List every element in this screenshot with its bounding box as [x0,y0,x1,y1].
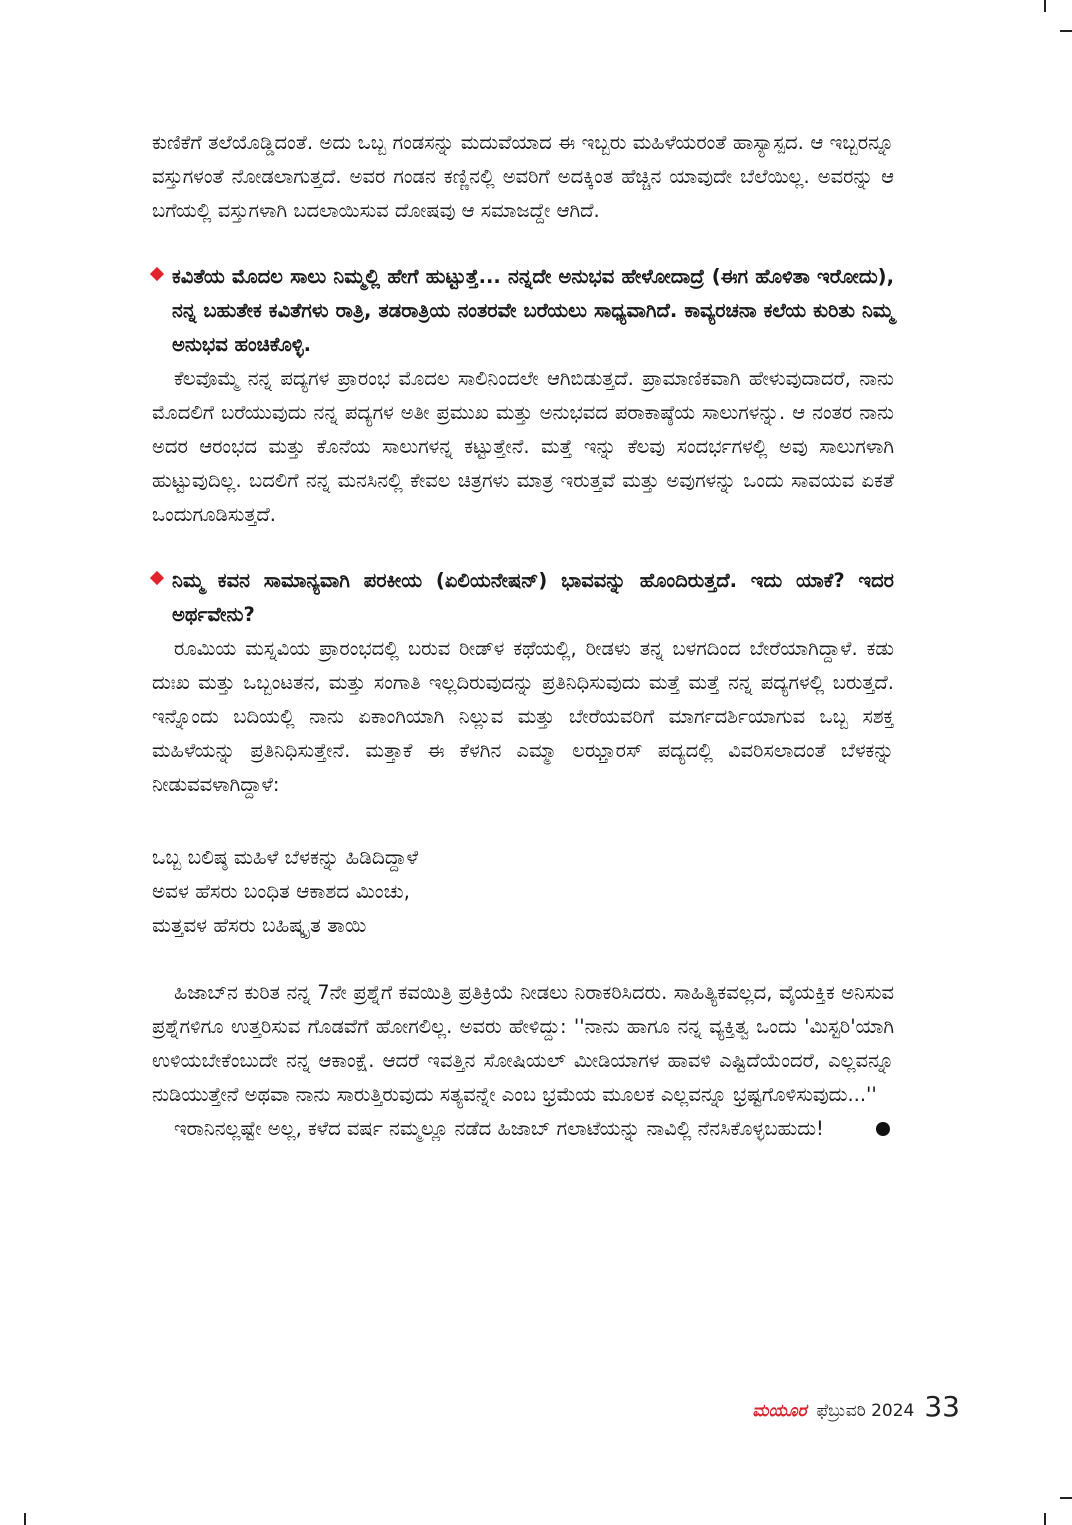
closing-row [152,1112,894,1146]
red-diamond-bullet-icon [150,267,164,281]
poem-verse [152,840,894,942]
crop-mark [1060,1497,1072,1499]
crop-mark [1044,1513,1046,1525]
hijab-paragraph: ಹಿಜಾಬ್‌ನ ಕುರಿತ ನನ್ನ 7ನೇ ಪ್ರಶ್ನೆಗೆ ಕವಯಿತ್ರಿ ಪ್ರತಿಕ್ರಿಯೆ ನೀಡಲು ನಿರಾಕರಿಸಿದರು. ಸಾಹಿತ್ಯಿಕವಲ್ಲದ, ವೈಯಕ್ತಿಕ ಅನಿಸುವ ಪ್ರಶ್ನೆಗಳಿಗೂ ಉತ್ತರಿಸುವ ಗೊಡವೆಗೆ ಹೋಗಲಿಲ್ಲ. ಅವರು ಹೇಳಿದ್ದು: ''ನಾನು ಹಾಗೂ ನನ್ನ ವ್ಯಕ್ತಿತ್ವ ಒಂದು 'ಮಿಸ್ಟರಿ'ಯಾಗಿ ಉಳಿಯಬೇಕೆಂಬುದೇ ನನ್ನ ಆಕಾಂಕ್ಷೆ. ಆದರೆ ಇವತ್ತಿನ ಸೋಷಿಯಲ್ ಮೀಡಿಯಾಗಳ ಹಾವಳಿ ಎಷ್ಟಿದೆಯೆಂದರೆ, ಎಲ್ಲವನ್ನೂ ನುಡಿಯುತ್ತೇನೆ ಅಥವಾ ನಾನು ಸಾರುತ್ತಿರುವುದು ಸತ್ಯವನ್ನೇ ಎಂಬ ಭ್ರಮೆಯ ಮೂಲಕ ಎಲ್ಲವನ್ನೂ ಭ್ರಷ್ಟಗೊಳಿಸುವುದು...'' [152,981,894,1106]
answer-paragraph: ಕೆಲವೊಮ್ಮೆ ನನ್ನ ಪದ್ಯಗಳ ಪ್ರಾರಂಭ ಮೊದಲ ಸಾಲಿನಿಂದಲೇ ಆಗಿಬಿಡುತ್ತದೆ. ಪ್ರಾಮಾಣಿಕವಾಗಿ ಹೇಳುವುದಾದರೆ, ನಾನು ಮೊದಲಿಗೆ ಬರೆಯುವುದು ನನ್ನ ಪದ್ಯಗಳ ಅತೀ ಪ್ರಮುಖ ಮತ್ತು ಅನುಭವದ ಪರಾಕಾಷ್ಠೆಯ ಸಾಲುಗಳನ್ನು. ಆ ನಂತರ ನಾನು ಅದರ ಆರಂಭದ ಮತ್ತು ಕೊನೆಯ ಸಾಲುಗಳನ್ನ ಕಟ್ಟುತ್ತೇನೆ. ಮತ್ತೆ ಇನ್ನು ಕೆಲವು ಸಂದರ್ಭಗಳಲ್ಲಿ ಅವು ಸಾಲುಗಳಾಗಿ ಹುಟ್ಟುವುದಿಲ್ಲ. ಬದಲಿಗೆ ನನ್ನ ಮನಸಿನಲ್ಲಿ ಕೇವಲ ಚಿತ್ರಗಳು ಮಾತ್ರ ಇರುತ್ತವೆ ಮತ್ತು ಅವುಗಳನ್ನು ಒಂದು ಸಾವಯವ ಏಕತೆ ಒಂದುಗೂಡಿಸುತ್ತದೆ. [152,367,894,526]
crop-mark [1060,30,1072,32]
question-alienation [152,564,894,632]
page-number: 33 [924,1390,960,1423]
crop-mark [1044,0,1046,12]
end-of-article-icon [876,1122,890,1136]
crop-mark [24,1513,26,1525]
intro-paragraph: ಕುಣಿಕೆಗೆ ತಲೆಯೊಡ್ಡಿದಂತೆ. ಅದು ಒಬ್ಬ ಗಂಡಸನ್ನು ಮದುವೆಯಾದ ಈ ಇಬ್ಬರು ಮಹಿಳೆಯರಂತೆ ಹಾಸ್ಯಾಸ್ಪದ. ಆ ಇಬ್ಬರನ್ನೂ ವಸ್ತುಗಳಂತೆ ನೋಡಲಾಗುತ್ತದೆ. ಅವರ ಗಂಡನ ಕಣ್ಣಿನಲ್ಲಿ ಅವರಿಗೆ ಅದಕ್ಕಿಂತ ಹೆಚ್ಚಿನ ಯಾವುದೇ ಬೆಲೆಯಿಲ್ಲ. ಅವರನ್ನು ಆ ಬಗೆಯಲ್ಲಿ ವಸ್ತುಗಳಾಗಿ ಬದಲಾಯಿಸುವ ದೋಷವು ಆ ಸಮಾಜದ್ದೇ ಆಗಿದೆ. [152,131,894,222]
closing-paragraph: ಇರಾನಿನಲ್ಲಷ್ಟೇ ಅಲ್ಲ, ಕಳೆದ ವರ್ಷ ನಮ್ಮಲ್ಲೂ ನಡೆದ ಹಿಜಾಬ್ ಗಲಾಟೆಯನ್ನು ನಾವಿಲ್ಲಿ ನೆನಸಿಕೊಳ್ಳಬಹುದು! [174,1117,824,1140]
question-text: ನಿಮ್ಮ ಕವನ ಸಾಮಾನ್ಯವಾಗಿ ಪರಕೀಯ (ಏಲಿಯನೇಷನ್) ಭಾವವನ್ನು ಹೊಂದಿರುತ್ತದೆ. ಇದು ಯಾಕೆ? ಇದರ ಅರ್ಥವೇನು? [172,569,894,626]
verse-line: ಒಬ್ಬ ಬಲಿಷ್ಠ ಮಹಿಳೆ ಬೆಳಕನ್ನು ಹಿಡಿದಿದ್ದಾಳೆ [152,845,419,869]
page-footer [752,1390,960,1423]
red-diamond-bullet-icon [150,571,164,585]
question-text: ಕವಿತೆಯ ಮೊದಲ ಸಾಲು ನಿಮ್ಮಲ್ಲಿ ಹೇಗೆ ಹುಟ್ಟುತ್ತೆ... ನನ್ನದೇ ಅನುಭವ ಹೇಳೋದಾದ್ರೆ (ಈಗ ಹೊಳಿತಾ ಇರೋದು), ನನ್ನ ಬಹುತೇಕ ಕವಿತೆಗಳು ರಾತ್ರಿ, ತಡರಾತ್ರಿಯ ನಂತರವೇ ಬರೆಯಲು ಸಾಧ್ಯವಾಗಿದೆ. ಕಾವ್ಯರಚನಾ ಕಲೆಯ ಕುರಿತು ನಿಮ್ಮ ಅನುಭವ ಹಂಚಿಕೊಳ್ಳಿ. [172,265,894,356]
answer-paragraph: ರೂಮಿಯ ಮಸ್ನವಿಯ ಪ್ರಾರಂಭದಲ್ಲಿ ಬರುವ ರೀಡ್‌ಳ ಕಥೆಯಲ್ಲಿ, ರೀಡಳು ತನ್ನ ಬಳಗದಿಂದ ಬೇರೆಯಾಗಿದ್ದಾಳೆ. ಕಡು ದುಃಖ ಮತ್ತು ಒಬ್ಬಂಟತನ, ಮತ್ತು ಸಂಗಾತಿ ಇಲ್ಲದಿರುವುದನ್ನು ಪ್ರತಿನಿಧಿಸುವುದು ಮತ್ತೆ ಮತ್ತೆ ನನ್ನ ಪದ್ಯಗಳಲ್ಲಿ ಬರುತ್ತದೆ. ಇನ್ನೊಂದು ಬದಿಯಲ್ಲಿ ನಾನು ಏಕಾಂಗಿಯಾಗಿ ನಿಲ್ಲುವ ಮತ್ತು ಬೇರೆಯವರಿಗೆ ಮಾರ್ಗದರ್ಶಿಯಾಗುವ ಒಬ್ಬ ಸಶಕ್ತ ಮಹಿಳೆಯನ್ನು ಪ್ರತಿನಿಧಿಸುತ್ತೇನೆ. ಮತ್ತಾಕೆ ಈ ಕೆಳಗಿನ ಎಮ್ಮಾ ಲಝ್ತಾರಸ್ ಪದ್ಯದಲ್ಲಿ ವಿವರಿಸಲಾದಂತೆ ಬೆಳಕನ್ನು ನೀಡುವವಳಾಗಿದ್ದಾಳೆ: [152,637,894,796]
verse-line: ಮತ್ತವಳ ಹೆಸರು ಬಹಿಷ್ಕೃತ ತಾಯಿ [152,913,367,937]
magazine-logo: ಮಯೂರ [752,1401,807,1421]
question-first-line [152,260,894,362]
article-body [152,126,894,1146]
issue-date: ಫೆಬ್ರುವರಿ 2024 [816,1401,915,1421]
verse-line: ಅವಳ ಹೆಸರು ಬಂಧಿತ ಆಕಾಶದ ಮಿಂಚು, [152,879,410,903]
